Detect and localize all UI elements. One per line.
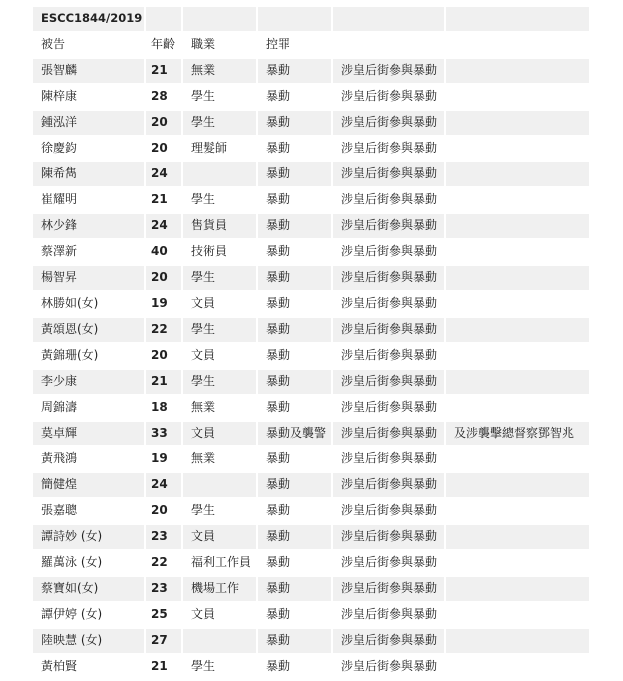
charge-description: 涉皇后街參與暴動 [333, 318, 446, 342]
defendant-occupation: 文員 [183, 422, 258, 446]
charge-extra-note [446, 111, 589, 135]
empty-cell [258, 7, 333, 31]
defendant-charge: 暴動及襲警 [258, 422, 333, 446]
defendant-occupation: 文員 [183, 292, 258, 316]
defendant-charge: 暴動 [258, 292, 333, 316]
defendant-age: 25 [146, 603, 183, 627]
defendant-age: 33 [146, 422, 183, 446]
charge-extra-note [446, 473, 589, 497]
charge-description: 涉皇后街參與暴動 [333, 577, 446, 601]
defendant-age: 19 [146, 292, 183, 316]
defendant-name: 陸映慧 (女) [33, 629, 146, 653]
charge-description: 涉皇后街參與暴動 [333, 188, 446, 212]
charge-extra-note [446, 292, 589, 316]
table-row [33, 344, 589, 368]
defendant-name: 崔耀明 [33, 188, 146, 212]
charge-description: 涉皇后街參與暴動 [333, 499, 446, 523]
defendant-charge: 暴動 [258, 551, 333, 575]
table-row [33, 240, 589, 264]
defendant-charge: 暴動 [258, 344, 333, 368]
charge-extra-note [446, 318, 589, 342]
charge-extra-note: 及涉襲擊總督察鄧智兆 [446, 422, 589, 446]
table-row [33, 188, 589, 212]
charge-extra-note [446, 447, 589, 471]
defendant-name: 譚伊婷 (女) [33, 603, 146, 627]
defendant-occupation: 無業 [183, 447, 258, 471]
charge-description: 涉皇后街參與暴動 [333, 162, 446, 186]
header-age: 年齡 [146, 33, 183, 57]
defendant-age: 18 [146, 396, 183, 420]
defendant-name: 蔡澤新 [33, 240, 146, 264]
defendant-occupation: 學生 [183, 85, 258, 109]
charge-description: 涉皇后街參與暴動 [333, 111, 446, 135]
charge-extra-note [446, 85, 589, 109]
defendant-name: 徐慶鈞 [33, 137, 146, 161]
defendant-name: 李少康 [33, 370, 146, 394]
defendant-age: 22 [146, 318, 183, 342]
charge-description: 涉皇后街參與暴動 [333, 214, 446, 238]
defendant-occupation: 無業 [183, 396, 258, 420]
defendant-name: 林少鋒 [33, 214, 146, 238]
defendant-age: 21 [146, 188, 183, 212]
case-number-row [33, 7, 589, 31]
charge-description: 涉皇后街參與暴動 [333, 344, 446, 368]
table-row [33, 655, 589, 679]
defendant-name: 黃錦珊(女) [33, 344, 146, 368]
charge-extra-note [446, 188, 589, 212]
defendant-age: 21 [146, 59, 183, 83]
table-row [33, 137, 589, 161]
charge-description: 涉皇后街參與暴動 [333, 370, 446, 394]
charge-extra-note [446, 396, 589, 420]
defendant-occupation: 文員 [183, 525, 258, 549]
defendant-name: 簡健煌 [33, 473, 146, 497]
defendant-age: 23 [146, 577, 183, 601]
charge-extra-note [446, 59, 589, 83]
defendant-occupation [183, 162, 258, 186]
charge-extra-note [446, 655, 589, 679]
defendant-occupation: 機場工作 [183, 577, 258, 601]
defendant-charge: 暴動 [258, 499, 333, 523]
defendant-name: 譚詩妙 (女) [33, 525, 146, 549]
charge-description: 涉皇后街參與暴動 [333, 292, 446, 316]
defendant-age: 27 [146, 629, 183, 653]
defendant-occupation: 無業 [183, 59, 258, 83]
defendant-age: 22 [146, 551, 183, 575]
charge-extra-note [446, 629, 589, 653]
charge-extra-note [446, 240, 589, 264]
defendant-name: 黃頌恩(女) [33, 318, 146, 342]
charge-extra-note [446, 344, 589, 368]
table-row [33, 396, 589, 420]
charge-extra-note [446, 551, 589, 575]
defendant-age: 20 [146, 111, 183, 135]
defendant-name: 林勝如(女) [33, 292, 146, 316]
table-row [33, 422, 589, 446]
defendant-charge: 暴動 [258, 111, 333, 135]
defendant-charge: 暴動 [258, 214, 333, 238]
defendant-occupation: 福利工作員 [183, 551, 258, 575]
charge-extra-note [446, 370, 589, 394]
empty-cell [333, 33, 446, 57]
table-row [33, 318, 589, 342]
charge-extra-note [446, 499, 589, 523]
table-row [33, 162, 589, 186]
defendant-charge: 暴動 [258, 266, 333, 290]
defendants-sheet [33, 5, 589, 681]
defendant-age: 24 [146, 214, 183, 238]
defendant-age: 19 [146, 447, 183, 471]
defendant-name: 黃飛鴻 [33, 447, 146, 471]
defendant-occupation [183, 629, 258, 653]
defendant-occupation [183, 473, 258, 497]
defendant-charge: 暴動 [258, 603, 333, 627]
defendants-table [33, 5, 589, 681]
empty-cell [446, 7, 589, 31]
defendant-occupation: 學生 [183, 188, 258, 212]
defendant-charge: 暴動 [258, 629, 333, 653]
charge-extra-note [446, 577, 589, 601]
defendant-age: 20 [146, 266, 183, 290]
charge-description: 涉皇后街參與暴動 [333, 473, 446, 497]
defendant-charge: 暴動 [258, 473, 333, 497]
defendant-name: 莫卓輝 [33, 422, 146, 446]
defendant-age: 40 [146, 240, 183, 264]
table-row [33, 214, 589, 238]
charge-description: 涉皇后街參與暴動 [333, 447, 446, 471]
defendant-occupation: 文員 [183, 344, 258, 368]
table-row [33, 59, 589, 83]
defendant-age: 23 [146, 525, 183, 549]
charge-description: 涉皇后街參與暴動 [333, 266, 446, 290]
empty-cell [333, 7, 446, 31]
charge-description: 涉皇后街參與暴動 [333, 629, 446, 653]
header-charge: 控罪 [258, 33, 333, 57]
defendant-name: 陳希雋 [33, 162, 146, 186]
charge-description: 涉皇后街參與暴動 [333, 85, 446, 109]
charge-description: 涉皇后街參與暴動 [333, 137, 446, 161]
header-occupation: 職業 [183, 33, 258, 57]
defendant-name: 張智麟 [33, 59, 146, 83]
table-row [33, 603, 589, 627]
defendant-name: 楊智昇 [33, 266, 146, 290]
defendant-charge: 暴動 [258, 577, 333, 601]
defendant-age: 28 [146, 85, 183, 109]
defendant-age: 24 [146, 162, 183, 186]
charge-description: 涉皇后街參與暴動 [333, 655, 446, 679]
defendant-occupation: 文員 [183, 603, 258, 627]
defendant-occupation: 技術員 [183, 240, 258, 264]
defendant-occupation: 學生 [183, 318, 258, 342]
defendant-charge: 暴動 [258, 525, 333, 549]
table-row [33, 292, 589, 316]
defendant-name: 鍾泓洋 [33, 111, 146, 135]
table-row [33, 370, 589, 394]
defendant-charge: 暴動 [258, 655, 333, 679]
defendant-charge: 暴動 [258, 85, 333, 109]
defendant-age: 21 [146, 370, 183, 394]
empty-cell [446, 33, 589, 57]
defendant-name: 羅萬泳 (女) [33, 551, 146, 575]
defendant-charge: 暴動 [258, 447, 333, 471]
charge-extra-note [446, 162, 589, 186]
charge-extra-note [446, 214, 589, 238]
charge-extra-note [446, 137, 589, 161]
defendant-occupation: 學生 [183, 370, 258, 394]
defendant-age: 20 [146, 344, 183, 368]
defendant-age: 24 [146, 473, 183, 497]
table-row [33, 111, 589, 135]
case-number: ESCC1844/2019 [33, 7, 146, 31]
defendant-charge: 暴動 [258, 396, 333, 420]
defendant-occupation: 理髮師 [183, 137, 258, 161]
defendant-name: 蔡寶如(女) [33, 577, 146, 601]
defendant-charge: 暴動 [258, 318, 333, 342]
charge-description: 涉皇后街參與暴動 [333, 59, 446, 83]
defendant-charge: 暴動 [258, 188, 333, 212]
charge-description: 涉皇后街參與暴動 [333, 422, 446, 446]
defendant-occupation: 售貨員 [183, 214, 258, 238]
charge-description: 涉皇后街參與暴動 [333, 240, 446, 264]
defendant-charge: 暴動 [258, 59, 333, 83]
empty-cell [183, 7, 258, 31]
defendant-age: 21 [146, 655, 183, 679]
table-row [33, 525, 589, 549]
charge-extra-note [446, 603, 589, 627]
defendant-charge: 暴動 [258, 137, 333, 161]
table-row [33, 473, 589, 497]
defendant-charge: 暴動 [258, 162, 333, 186]
defendant-name: 黃柏賢 [33, 655, 146, 679]
defendant-name: 周錦濤 [33, 396, 146, 420]
table-row [33, 266, 589, 290]
charge-extra-note [446, 266, 589, 290]
table-row [33, 447, 589, 471]
defendant-age: 20 [146, 137, 183, 161]
table-row [33, 577, 589, 601]
defendant-age: 20 [146, 499, 183, 523]
header-defendant: 被告 [33, 33, 146, 57]
defendant-occupation: 學生 [183, 111, 258, 135]
table-row [33, 551, 589, 575]
defendant-charge: 暴動 [258, 240, 333, 264]
charge-description: 涉皇后街參與暴動 [333, 525, 446, 549]
table-row [33, 85, 589, 109]
charge-extra-note [446, 525, 589, 549]
defendant-charge: 暴動 [258, 370, 333, 394]
table-row [33, 499, 589, 523]
empty-cell [146, 7, 183, 31]
defendant-occupation: 學生 [183, 266, 258, 290]
table-row [33, 629, 589, 653]
defendant-occupation: 學生 [183, 499, 258, 523]
header-row [33, 33, 589, 57]
defendant-name: 陳梓康 [33, 85, 146, 109]
defendant-occupation: 學生 [183, 655, 258, 679]
charge-description: 涉皇后街參與暴動 [333, 603, 446, 627]
charge-description: 涉皇后街參與暴動 [333, 396, 446, 420]
defendant-name: 張嘉聰 [33, 499, 146, 523]
charge-description: 涉皇后街參與暴動 [333, 551, 446, 575]
